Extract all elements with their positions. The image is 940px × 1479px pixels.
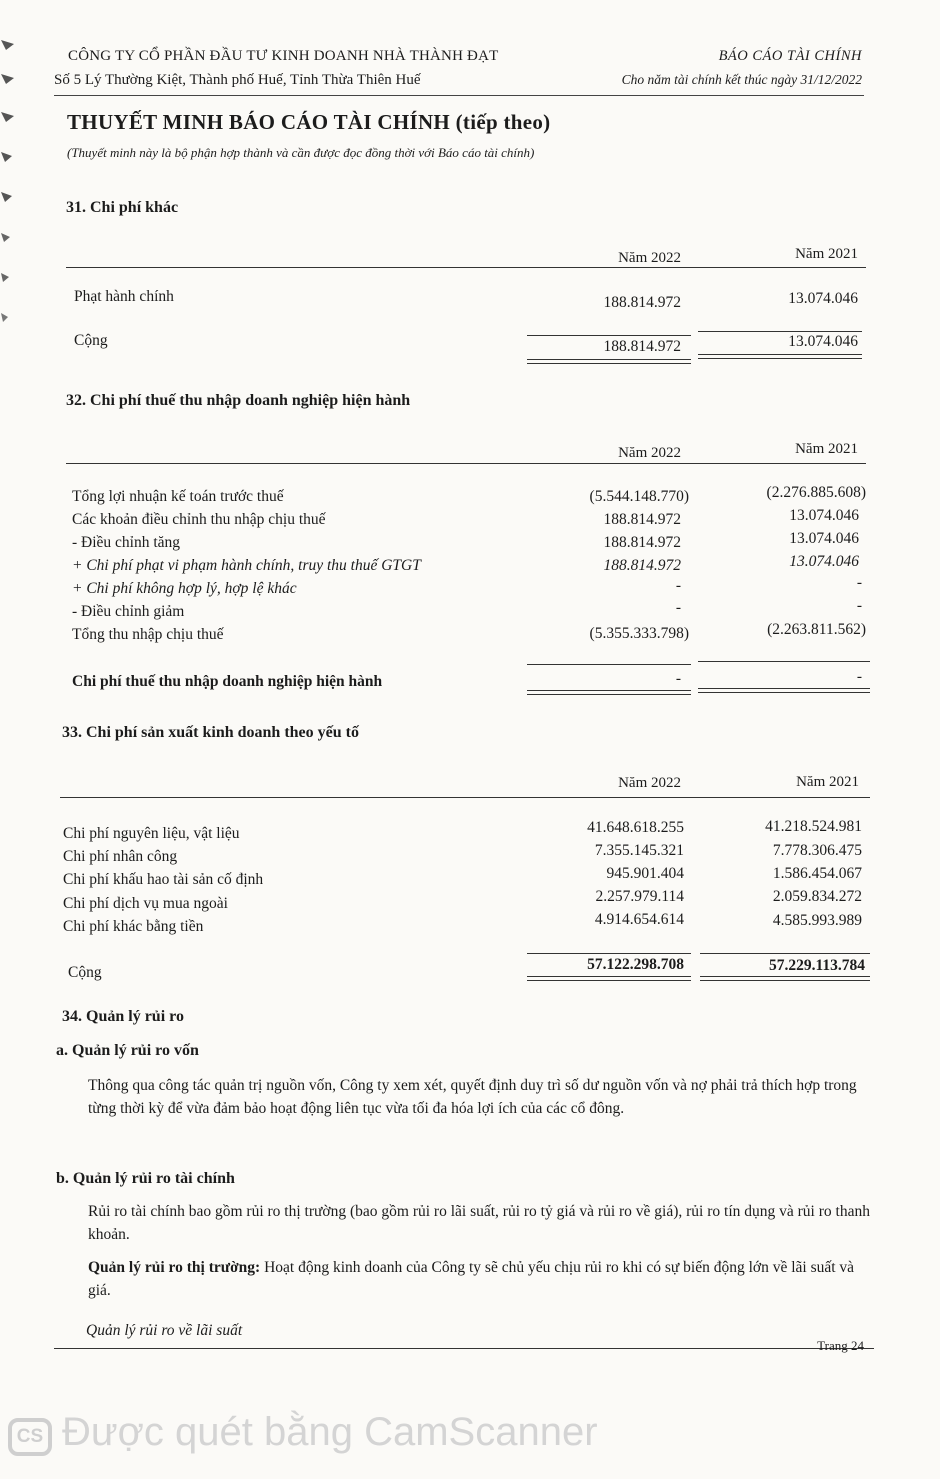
sec31-total-rule-top-2 [698, 331, 862, 332]
footer-divider [54, 1348, 874, 1349]
sec32-row-2021: - [856, 597, 862, 614]
sec33-row-2022: 7.355.145.321 [594, 842, 684, 859]
market-risk-paragraph [88, 1256, 878, 1302]
section-34b-text: Rủi ro tài chính bao gồm rủi ro thị trường (bao gồm rủi ro lãi suất, rủi ro tỷ giá và rủi ro về giá), rủi ro tín dụng và rủi ro thanh khoản. [88, 1203, 870, 1243]
sec33-row-label: Chi phí khác bằng tiền [63, 918, 204, 935]
sec33-row-2021: 7.778.306.475 [772, 842, 862, 859]
sec33-total-2021: 57.229.113.784 [768, 957, 865, 974]
sec32-row-2022: 188.814.972 [603, 511, 681, 528]
section-33-title: 33. Chi phí sản xuất kinh doanh theo yếu tố [62, 724, 359, 741]
sec31-total-2021: 13.074.046 [788, 333, 858, 350]
sec33-total-rule-b1 [527, 976, 691, 977]
sec33-header-rule [60, 797, 870, 798]
sec33-row-label: Chi phí dịch vụ mua ngoài [63, 895, 228, 912]
sec32-total-rule-b4 [698, 692, 870, 693]
sec33-row-label: Chi phí nguyên liệu, vật liệu [63, 825, 240, 842]
sec32-total-rule-top-2 [698, 661, 870, 662]
section-32-title: 32. Chi phí thuế thu nhập doanh nghiệp hiện hành [66, 392, 411, 409]
sec32-row-label: Các khoản điều chỉnh thu nhập chịu thuế [72, 511, 326, 528]
sec33-total-2022: 57.122.298.708 [587, 956, 684, 973]
sec33-col-2021: Năm 2021 [796, 774, 859, 790]
sec32-total-2021: - [856, 668, 862, 685]
sec31-header-rule [66, 267, 866, 268]
sec32-row-label: Tổng lợi nhuận kế toán trước thuế [72, 488, 284, 505]
sec31-total-rule-top [527, 335, 691, 336]
sec33-total-rule-top-2 [700, 953, 870, 954]
sec31-total-rule-b1 [527, 359, 691, 360]
page-number: Trang 24 [817, 1338, 864, 1353]
sec32-row-label: + Chi phí phạt vi phạm hành chính, truy thu thuế GTGT [72, 557, 421, 574]
sec33-total-label: Cộng [68, 964, 102, 981]
header-divider [54, 95, 864, 96]
sec33-row-label: Chi phí khấu hao tài sản cố định [63, 871, 264, 888]
section-34b-title: b. Quản lý rủi ro tài chính [56, 1170, 235, 1187]
sec33-total-rule-top [527, 953, 691, 954]
sec32-col-2021: Năm 2021 [795, 441, 858, 457]
company-name: CÔNG TY CỔ PHẦN ĐẦU TƯ KINH DOANH NHÀ THÀNH ĐẠT [68, 48, 499, 64]
sec32-row-2021: (2.276.885.608) [766, 484, 866, 501]
sec33-total-rule-b4 [700, 980, 870, 981]
section-31-title: 31. Chi phí khác [66, 199, 179, 216]
sec32-total-2022: - [675, 670, 681, 687]
sec32-row-label: - Điều chỉnh tăng [72, 534, 181, 551]
sec32-row-2022: - [675, 599, 681, 616]
sec33-row-label: Chi phí nhân công [63, 848, 178, 865]
report-period: Cho năm tài chính kết thúc ngày 31/12/2022 [621, 72, 862, 87]
sec32-row-2022: - [675, 577, 681, 594]
sec32-row-2021: (2.263.811.562) [767, 621, 866, 638]
sec33-row-2022: 4.914.654.614 [594, 911, 684, 928]
sec31-row-label: Phạt hành chính [74, 288, 174, 305]
company-address: Số 5 Lý Thường Kiệt, Thành phố Huế, Tỉnh Thừa Thiên Huế [54, 72, 421, 88]
sec32-total-rule-b3 [698, 688, 870, 689]
sec33-row-2022: 945.901.404 [606, 865, 684, 882]
sec32-row-label: Tổng thu nhập chịu thuế [72, 626, 224, 643]
sec31-col-2022: Năm 2022 [618, 250, 681, 266]
sec31-total-rule-b4 [698, 358, 862, 359]
sec33-row-2021: 2.059.834.272 [772, 888, 862, 905]
sec32-row-2021: 13.074.046 [789, 530, 859, 547]
sec32-row-2021: 13.074.046 [789, 553, 859, 570]
market-risk-text: Hoạt động kinh doanh của Công ty sẽ chủ yếu chịu rủi ro khi có sự biến động lớn về lãi suất và giá. [88, 1259, 855, 1299]
section-34a-title: a. Quản lý rủi ro vốn [56, 1042, 199, 1059]
sec32-total-rule-top [527, 664, 691, 665]
sec31-row-2022: 188.814.972 [603, 294, 681, 311]
section-34-title: 34. Quản lý rủi ro [62, 1008, 184, 1025]
sec33-row-2022: 2.257.979.114 [595, 888, 684, 905]
sec31-row-2021: 13.074.046 [788, 290, 858, 307]
camscanner-watermark: Được quét bằng CamScanner [62, 1410, 598, 1454]
market-risk-label: Quản lý rủi ro thị trường: [88, 1259, 261, 1276]
sec32-col-2022: Năm 2022 [618, 445, 681, 461]
sec32-row-2021: - [856, 574, 862, 591]
camscanner-logo-icon: CS [8, 1418, 52, 1456]
sec32-total-rule-b1 [527, 690, 691, 691]
sec33-col-2022: Năm 2022 [618, 775, 681, 791]
sec32-total-label: Chi phí thuế thu nhập doanh nghiệp hiện hành [72, 673, 383, 690]
sec32-header-rule [66, 463, 866, 464]
interest-rate-heading: Quản lý rủi ro về lãi suất [86, 1322, 243, 1339]
sec31-total-rule-b2 [527, 363, 691, 364]
sec32-row-2022: 188.814.972 [603, 534, 681, 551]
sec33-row-2021: 1.586.454.067 [772, 865, 862, 882]
sec32-total-rule-b2 [527, 694, 691, 695]
sec33-total-rule-b2 [527, 980, 691, 981]
sec32-row-2021: 13.074.046 [789, 507, 859, 524]
sec33-row-2021: 4.585.993.989 [772, 912, 862, 929]
document-title: THUYẾT MINH BÁO CÁO TÀI CHÍNH (tiếp theo) [67, 110, 551, 134]
sec33-row-2022: 41.648.618.255 [587, 819, 684, 836]
sec31-total-rule-b3 [698, 354, 862, 355]
sec32-row-2022: (5.544.148.770) [589, 488, 689, 505]
section-34a-text: Thông qua công tác quản trị nguồn vốn, Công ty xem xét, quyết định duy trì số dư nguồn vốn và nợ phải trả thích hợp trong từng thời kỳ để vừa đảm bảo hoạt động liên tục vừa tối đa hóa lợi ích của các cổ đông. [88, 1077, 857, 1117]
sec33-row-2021: 41.218.524.981 [765, 818, 862, 835]
document-subtitle: (Thuyết minh này là bộ phận hợp thành và cần được đọc đồng thời với Báo cáo tài chính) [67, 145, 535, 160]
sec31-total-2022: 188.814.972 [603, 338, 681, 355]
sec32-row-2022: (5.355.333.798) [589, 625, 689, 642]
report-type: BÁO CÁO TÀI CHÍNH [718, 48, 862, 64]
sec33-total-rule-b3 [700, 976, 870, 977]
sec32-row-label: + Chi phí không hợp lý, hợp lệ khác [72, 580, 297, 597]
sec32-row-label: - Điều chỉnh giảm [72, 603, 185, 620]
sec31-col-2021: Năm 2021 [795, 246, 858, 262]
sec31-total-label: Cộng [74, 332, 108, 349]
sec32-row-2022: 188.814.972 [603, 557, 681, 574]
